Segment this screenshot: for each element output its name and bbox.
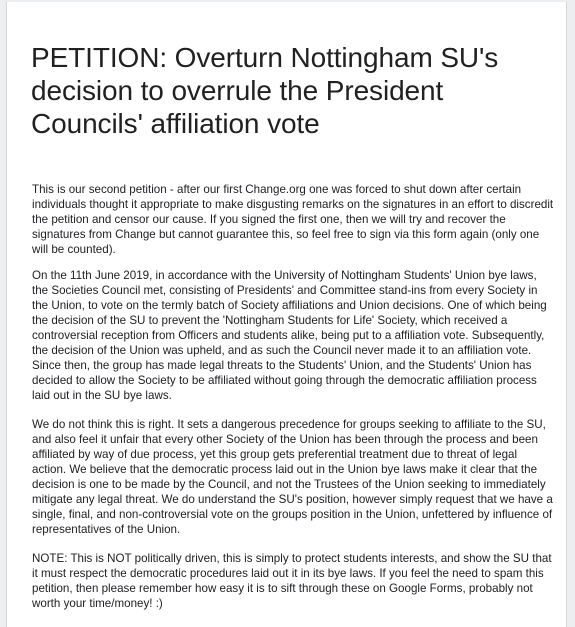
form-title: PETITION: Overturn Nottingham SU's decision to overrule the President Councils' affiliation vote <box>31 42 499 139</box>
description-paragraph-2: On the 11th June 2019, in accordance with the University of Nottingham Students' Union bye laws, the Societies Council met, consisting of Presidents' and Committee stand-ins from every Society in the Union, to vote on the termly batch of Society affiliations and Union decisions. One of which being the decision of the SU to prevent the 'Nottingham Students for Life' Society, which received a controversial reception from Officers and students alike, being put to a affiliation vote. Subsequently, the decision of the Union was upheld, and as such the Council never made it to an affiliation vote. Since then, the group has made legal threats to the Students' Union, and the Students' Union has decided to allow the Society to be affiliated without going through the democratic affiliation process laid out in the SU bye laws. <box>32 269 547 402</box>
description-paragraph-1: This is our second petition - after our first Change.org one was forced to shut down after certain individuals thought it appropriate to make disgusting remarks on the signatures in an effort to discredit the petition and censor our cause. If you signed the first one, then we will try and recover the signatures from Change but cannot guarantee this, so feel free to sign via this form again (only one will be counted). <box>32 183 554 256</box>
description-paragraph-4: NOTE: This is NOT politically driven, this is simply to protect students interests, and show the SU that it must respect the democratic procedures laid out it in its bye laws. If you feel the need to spam this petition, then please remember how easy it is to sift through these on Google Forms, probably not worth your time/money! :) <box>32 552 552 610</box>
form-header-card <box>6 2 567 627</box>
form-description <box>32 182 554 622</box>
description-paragraph-3: We do not think this is right. It sets a dangerous precedence for groups seeking to affiliate to the SU, and also feel it unfair that every other Society of the Union has been through the process and been affiliated by way of due process, yet this group gets preferential treatment due to threat of legal action. We believe that the democratic process laid out in the Union bye laws make it clear that the decision is one to be made by the Council, and not the Trustees of the Union seeking to immediately mitigate any legal threat. We do understand the SU's position, however simply request that we have a single, final, and non-controversial vote on the groups position in the Union, unfettered by influence of representatives of the Union. <box>32 418 553 536</box>
